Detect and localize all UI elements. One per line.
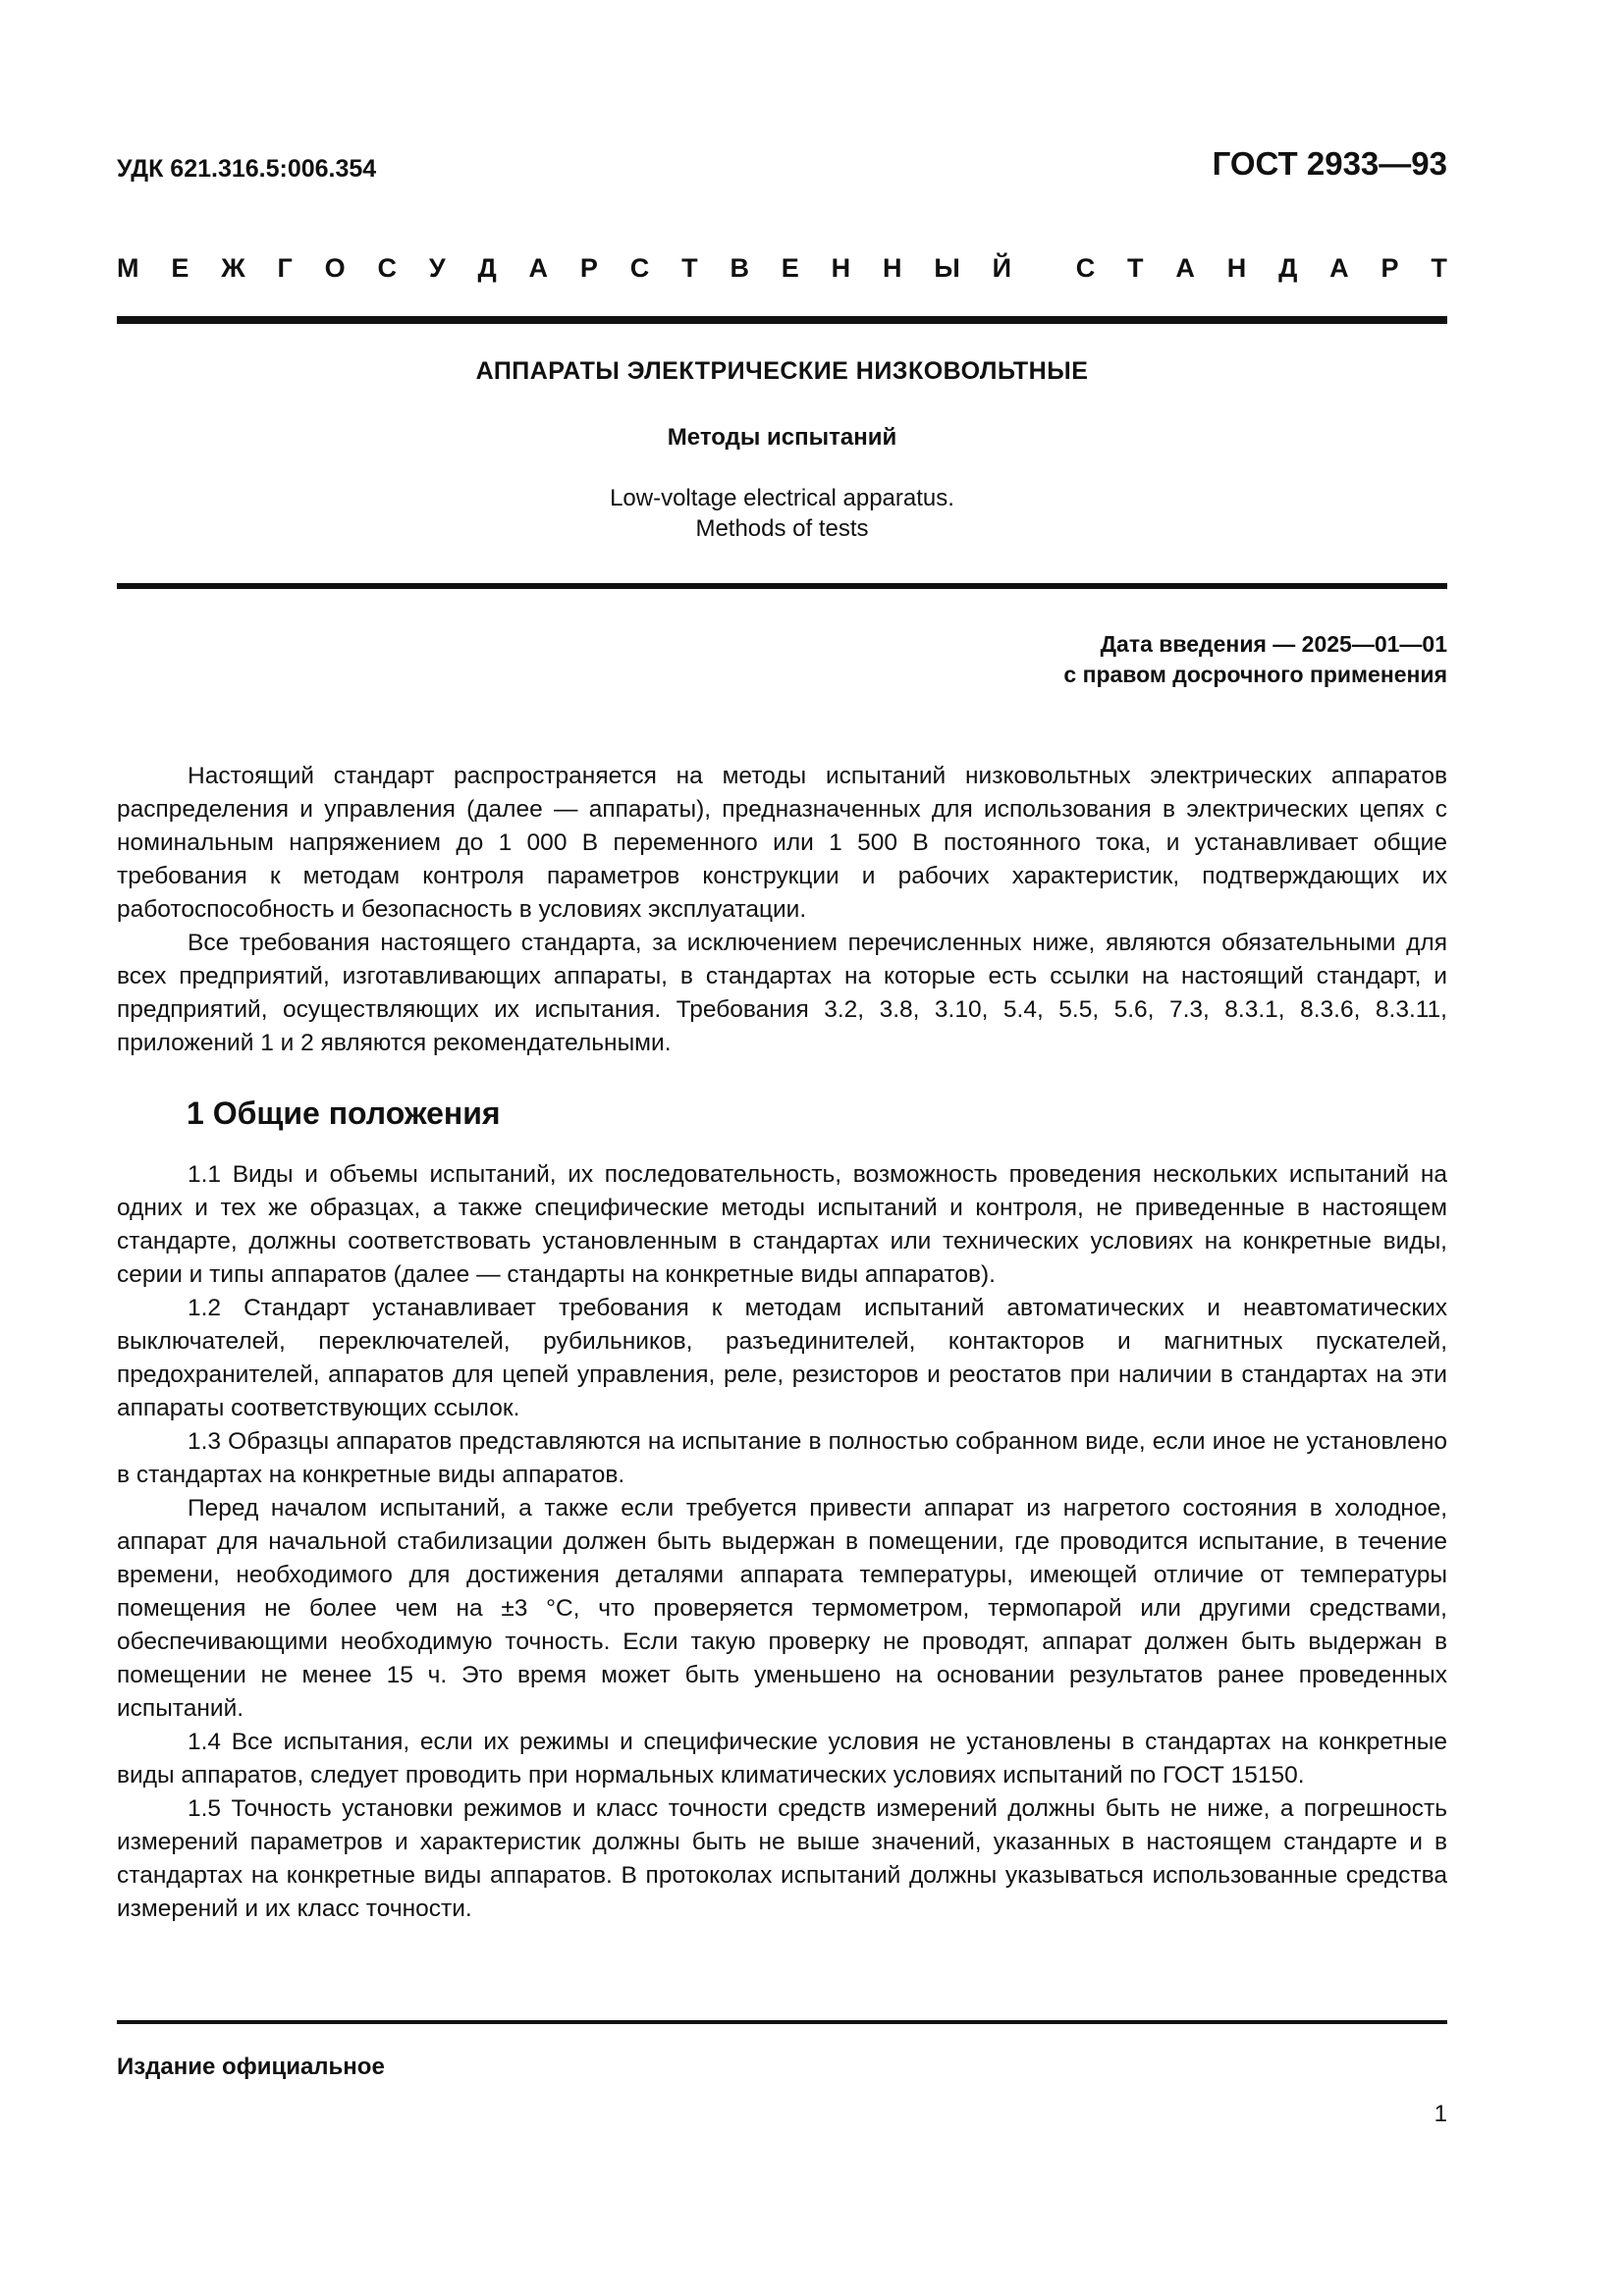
banner-letter: А xyxy=(1175,253,1195,283)
banner-letter: Т xyxy=(1127,253,1144,283)
section-paragraph: 1.3 Образцы аппаратов представляются на испытание в полностью собранном виде, если иное не установлено в стандартах на конкретные виды аппаратов. xyxy=(117,1428,1447,1488)
banner-letter: М xyxy=(117,253,139,283)
banner-letter: А xyxy=(528,253,549,283)
title-divider xyxy=(117,583,1447,589)
banner-letter: Н xyxy=(831,253,851,283)
banner-letter: С xyxy=(629,253,650,283)
intro-paragraph: Настоящий стандарт распространяется на методы испытаний низковольтных электрических аппаратов распределения и управления (далее — аппараты), предназначенных для использования в электрических цепях с номинальным напряжением до 1 000 В переменного или 1 500 В постоянного тока, и устанавливает общие требования к методам контроля параметров конструкции и рабочих характеристик, подтверждающих их работоспособность и безопасность в условиях эксплуатации. xyxy=(117,763,1447,923)
banner-letter: Т xyxy=(681,253,698,283)
footer-divider xyxy=(117,2020,1447,2024)
banner-letter: Р xyxy=(1380,253,1399,283)
early-application-line: с правом досрочного применения xyxy=(1063,662,1447,687)
banner-letter: Д xyxy=(477,253,497,283)
banner-letter: О xyxy=(324,253,346,283)
banner-letter: Д xyxy=(1278,253,1298,283)
banner-letter: Й xyxy=(992,253,1012,283)
effective-date-line: Дата введения — 2025—01—01 xyxy=(1100,631,1447,657)
effective-date xyxy=(1063,629,1447,690)
page-number: 1 xyxy=(1434,2101,1447,2127)
section-paragraph: 1.1 Виды и объемы испытаний, их последовательность, возможность проведения нескольких испытаний на одних и тех же образцах, а также специфические методы испытаний и контроля, не приведенные в настоящем стандарте, должны соответствовать установленным в стандартах или технических условиях на конкретные виды, серии и типы аппаратов (далее — стандарты на конкретные виды аппаратов). xyxy=(117,1161,1447,1288)
document-title: АППАРАТЫ ЭЛЕКТРИЧЕСКИЕ НИЗКОВОЛЬТНЫЕ xyxy=(475,357,1089,385)
section-paragraph: 1.2 Стандарт устанавливает требования к методам испытаний автоматических и неавтоматических выключателей, переключателей, рубильников, разъединителей, контакторов и магнитных пускателей, предохранителей, аппаратов для цепей управления, реле, резисторов и реостатов при наличии в стандартах на эти аппараты соответствующих ссылок. xyxy=(117,1295,1447,1421)
top-divider xyxy=(117,316,1447,324)
banner-letter: В xyxy=(730,253,749,283)
intro-paragraph: Все требования настоящего стандарта, за исключением перечисленных ниже, являются обязательными для всех предприятий, изготавливающих аппараты, в стандартах на которые есть ссылки на настоящий стандарт, и предприятий, осуществляющих их испытания. Требования 3.2, 3.8, 3.10, 5.4, 5.5, 5.6, 7.3, 8.3.1, 8.3.6, 8.3.11, приложений 1 и 2 являются рекомендательными. xyxy=(117,930,1447,1056)
section-paragraph: Перед началом испытаний, а также если требуется привести аппарат из нагретого состояния в холодное, аппарат для начальной стабилизации должен быть выдержан в помещении, где проводится испытание, в течение времени, необходимого для достижения деталями аппарата температуры, имеющей отличие от температуры помещения не более чем на ±3 °С, что проверяется термометром, термопарой или другими средствами, обеспечивающими необходимую точность. Если такую проверку не проводят, аппарат должен быть выдержан в помещении не менее 15 ч. Это время может быть уменьшено на основании результатов ранее проведенных испытаний. xyxy=(117,1495,1447,1722)
banner-letter: У xyxy=(428,253,446,283)
banner-letter: Г xyxy=(277,253,293,283)
banner-letter: А xyxy=(1329,253,1349,283)
document-subtitle: Методы испытаний xyxy=(667,424,897,451)
banner-letter: Ж xyxy=(221,253,245,283)
section-body xyxy=(117,1158,1447,1926)
gost-number: ГОСТ 2933—93 xyxy=(1212,145,1447,182)
banner-letter: С xyxy=(377,253,397,283)
section-paragraph: 1.5 Точность установки режимов и класс точности средств измерений должны быть не ниже, а погрешность измерений параметров и характеристик должны быть не выше значений, указанных в настоящем стандарте и в стандартах на конкретные виды аппаратов. В протоколах испытаний должны указываться использованные средства измерений и их класс точности. xyxy=(117,1795,1447,1922)
udk-code: УДК 621.316.5:006.354 xyxy=(117,155,377,183)
banner-letter: С xyxy=(1075,253,1096,283)
banner-letter: Н xyxy=(882,253,902,283)
banner-letter: Ы xyxy=(934,253,960,283)
banner-letter: Р xyxy=(579,253,598,283)
section-heading: 1 Общие положения xyxy=(187,1095,501,1131)
english-title xyxy=(117,483,1447,544)
interstate-standard-banner xyxy=(117,253,1447,284)
english-title-line: Low-voltage electrical apparatus. xyxy=(610,485,954,511)
banner-letter: Т xyxy=(1431,253,1447,283)
banner-letter: Е xyxy=(171,253,189,283)
section-paragraph: 1.4 Все испытания, если их режимы и специфические условия не установлены в стандартах на конкретные виды аппаратов, следует проводить при нормальных климатических условиях испытаний по ГОСТ 15150. xyxy=(117,1729,1447,1789)
intro-text xyxy=(117,760,1447,1060)
banner-letter: Е xyxy=(781,253,799,283)
english-title-line: Methods of tests xyxy=(695,515,869,542)
banner-letter: Н xyxy=(1226,253,1247,283)
official-edition-label: Издание официальное xyxy=(117,2054,385,2080)
